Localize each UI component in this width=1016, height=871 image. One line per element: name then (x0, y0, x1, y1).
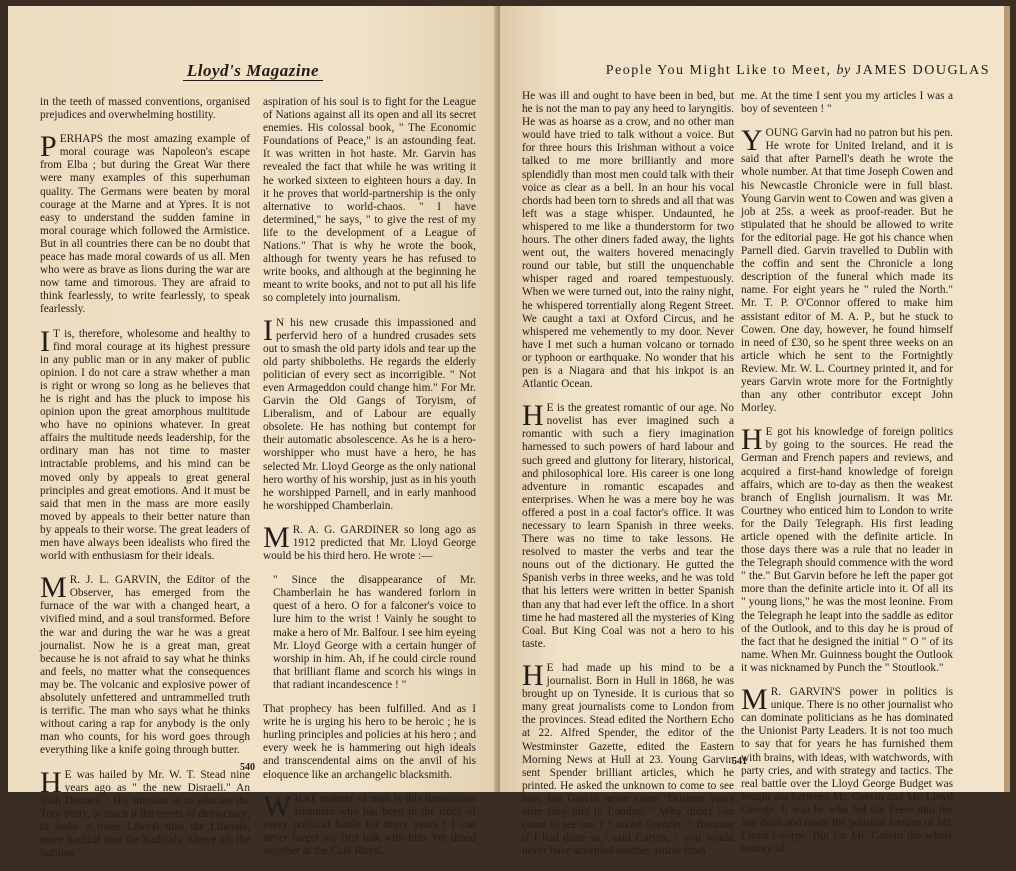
paragraph-text: OUNG Garvin had no patron but his pen. He wrote for United Ireland, and it is said that after Parnell's death he wrote the whole number. At that time Joseph Cowen and his Newcastle Chronicle were in full blast. Young Garvin went to Cowen and was given a job at 25s. a week as proof-reader. But he stipulated that he should be allowed to write for the editorial page. He got his chance when Parnell died. Garvin travelled to Dublin with the coffin and sent the Chronicle a long description of the funeral which made its name. For eight years he " ruled the North." Mr. T. P. O'Connor offered to make him assistant editor of M. A. P., but he stuck to Cowen. One day, however, he found himself in need of £30, so he spent three weeks on an article which he sent to the Fortnightly Review. Mr. W. L. Courtney printed it, and for years Garvin wrote more for the Fortnightly than any other contributor except John Morley. (741, 127, 953, 415)
header-by: by (836, 63, 851, 78)
page-number: 541 (732, 756, 747, 767)
paragraph-text: He was ill and ought to have been in bed, but he is not the man to pay any heed to laryngitis. He was as hoarse as a crow, and no other man would have tried to talk without a voice. But for three hours this Irishman without a voice talked to me more brilliantly and more splendidly than most men could talk with their voice as clear as a bell. In an hour his vocal chords had been torn to shreds and all that was left was a stage whisper. Undaunted, he whispered to me like a thunderstorm for two hours. The other diners faded away, the lights went out, the waiters hovered menacingly round our table, but still the unquenchable whisper raged and roared tempestuously. When we were turned out, into the rainy night, he whispered torrentially along Regent Street. We caught a taxi at Oxford Circus, and he whispered me vehemently to my door. Never have I met such a human volcano or tornado or typhoon or earthquake. No wonder that his pen is a Niagara and that his inkpot is an Atlantic Ocean. (522, 90, 734, 391)
paragraph (40, 765, 250, 861)
right-column-1 (522, 90, 734, 869)
drop-cap: H (522, 399, 544, 433)
paragraph-text: That prophecy has been fulfilled. And as I write he is urging his hero to be heroic ; he is hurling principles and policies at his hero ; and every week he is hammering out high ideals and transcendental aims on the anvil of his eloquence like an archangelic blacksmith. (263, 703, 476, 781)
drop-cap: H (522, 658, 544, 692)
paragraph (741, 124, 953, 415)
page-number: 540 (240, 762, 255, 773)
drop-cap: H (741, 423, 763, 457)
paragraph (40, 324, 250, 564)
block-quote (263, 574, 476, 692)
magazine-masthead (8, 61, 498, 81)
header-author: JAMES DOUGLAS (855, 63, 990, 78)
paragraph-text: E is the greatest romantic of our age. No novelist has ever imagined such a romantic with such a fiery imagination harnessed to such powers of hard labour and such greed and gluttony for literary, historical, and philosophical lore. His career is one long adventure in romantic escapades and enterprises. When he was a mere boy he was offered a post in a coal factor's office. It was necessary to learn Spanish in three weeks. There was no time to take lessons. He resolved to master the verbs and tear the nouns out of the dictionary. He gutted the Spanish verbs in three weeks, and he was told that his letters were written in better Spanish than any that had ever left the office. In a short time he had mastered all the mysteries of King Coal. But King Coal was not a hero to his taste. (522, 402, 734, 650)
paragraph-text: E was hailed by Mr. W. T. Stead nine years ago as " the new Disraeli." An Irish Disraeli ! His mission is to educate the Tory Party, to teach it the tenets of democracy, to make it more Liberal than the Liberals, more Radical than the Radicals. Above all, the burning (40, 768, 250, 860)
paragraph (40, 571, 250, 757)
paragraph-text: " Since the disappearance of Mr. Chamberlain he has wandered forlorn in quest of a hero. O for a falconer's voice to lure him to the wrist ! Vainly he sought to make a hero of Mr. Balfour. I see him eyeing Mr. Lloyd George with a certain hunger of worship in him. Ah, if he could circle round that brilliant flame and scorch his wings in that radiant incandescence ! " (273, 574, 476, 691)
paragraph (40, 130, 250, 316)
paragraph (522, 90, 734, 391)
drop-cap: I (40, 324, 50, 358)
paragraph-text: in the teeth of massed conventions, organised prejudices and overwhelming hostility. (40, 96, 250, 122)
paragraph (263, 703, 476, 782)
left-column-2 (263, 96, 476, 869)
drop-cap: M (40, 571, 67, 605)
paragraph (741, 90, 953, 116)
paragraph-text: E had made up his mind to be a journalist. Born in Hull in 1868, he was brought up on Tyneside. It is curious that so many great journalists come to London from the provinces. Stead edited the Northern Echo at 22. Alfred Spender, the editor of the Westminster Gazette, edited the Eastern Morning News at Hull at 23. Young Garvin sent Spender brilliant articles, which he printed. He asked the unknown to come to see him, but Garvin never came. Thirteen years after they met in London. " Why didn't you come to see me ? " asked Spender. " Because if I had done so," said Garvin, " you would never have accepted another article from (522, 661, 734, 858)
drop-cap: I (263, 313, 273, 347)
header-title: People You Might Like to Meet, (605, 63, 832, 78)
paragraph-text: ERHAPS the most amazing example of moral courage was Napoleon's escape from Elba ; but during the Great War there were many examples of this superhuman quality. The Germans were beaten by moral courage at the Marne and at Ypres. It is not easy to understand the sudden famine in moral courage which followed the Armistice. But in all countries there can be no doubt that peace has made moral cowards of us all. Men who were as brave as lions during the war are now tame and timorous. They are afraid to think fearlessly, to write fearlessly, to speak fearlessly. (40, 133, 250, 316)
drop-cap: P (40, 130, 57, 164)
paragraph-text: N his new crusade this impassioned and perfervid hero of a hundred crusades sets out to smash the old party idols and tear up the old party shibboleths. He regards the elderly politician of every sect as incorrigible. " Not even Armageddon could change him." For Mr. Garvin the Old Gangs of Toryism, of Liberalism, and of Labour are equally obsolete. He has nothing but contempt for their automatic absolescence. As he is a hero-worshipper who must have a hero, he has selected Mr. Lloyd George as the only national hero worthy of his worship, just as in his youth he worshipped Parnell, and in early manhood he worshipped Chamberlain. (263, 316, 476, 512)
paragraph-text: E got his knowledge of foreign politics by going to the sources. He read the German and French papers and reviews, and acquired a first-hand knowledge of foreign affairs, which are to-day as then the weakest branch of English journalism. It was Mr. Courtney who enticed him to London to write for the Daily Telegraph. His first leading article opened with the definite article. In those days there was a rule that no leader in the Telegraph should commence with the word " the." But Garvin before he left the paper got more than the definite article into it. Of all its " young lions," he was the most leonine. From the Telegraph he leapt into the saddle as editor of the Outlook, and to this day he is proud of the fact that he designed the initial " O " of its name. When Mr. Guinness bought the Outlook it was nicknamed by Punch the " Stoutlook." (741, 426, 953, 674)
drop-cap: M (263, 520, 290, 554)
paragraph-text: R. J. L. GARVIN, the Editor of the Observer, has emerged from the furnace of the war with a changed heart, a vivified mind, and a soul transformed. Before the war and during the war he was a great journalist. Now he is a great man, great because he is not afraid to say what he thinks and feels, no matter what the consequences may be. The volcanic and explosive power of absolutely unfettered and untrammelled truth is terrific. The man who says what he thinks without caring a rap for anybody is the only man who counts, for his word goes through everything like a knife going through butter. (40, 574, 250, 757)
paragraph (263, 96, 476, 306)
paragraph (263, 520, 476, 563)
drop-cap: W (263, 789, 292, 823)
left-column-1 (40, 96, 250, 871)
paragraph (522, 658, 734, 858)
paragraph (741, 423, 953, 675)
paragraph-text: R. A. G. GARDINER so long ago as 1912 predicted that Mr. Lloyd George would be his third hero. He wrote :— (263, 523, 476, 563)
paragraph (522, 399, 734, 651)
paragraph (263, 789, 476, 858)
paragraph-text: aspiration of his soul is to fight for the League of Nations against all its open and all its secret enemies. His colossal book, " The Economic Foundations of Peace," is an astounding feat. It was written in hot haste. Mr. Garvin has revealed the fact that while he was writing it he worked sixteen to eighteen hours a day. In it he proves that world-partnership is the only alternative to world-chaos. " I have determined," he says, " to give the rest of my life to the development of a League of Nations." That is why he wrote the book, although for twenty years he has refused to write books, and although at the beginning he meant to write books, and not to put all his life so completely into journalism. (263, 96, 476, 305)
paragraph-text: R. GARVIN'S power in politics is unique. There is no other journalist who can dominate politicians as he has dominated the Unionist Party Leaders. It is not too much to say that for years he has furnished them with brains, with ideas, with watchwords, with party cries, and with strategy and tactics. The real battle over the Lloyd George Budget was fought out between Mr. Garvin and Mr. Lloyd George. It was he who led the Peers into the last ditch and made the political fortune of Mr. Lloyd George. But for Mr. Garvin the whole history of (741, 686, 953, 856)
right-column-2 (741, 90, 953, 867)
paragraph-text: me. At the time I sent you my articles I was a boy of seventeen ! " (741, 90, 953, 116)
drop-cap: H (40, 765, 62, 799)
left-page (8, 6, 498, 860)
drop-cap: M (741, 683, 768, 717)
right-page (500, 6, 1008, 858)
drop-cap: Y (741, 124, 763, 158)
masthead-title: Lloyd's Magazine (183, 61, 323, 81)
paragraph (263, 313, 476, 513)
paragraph-text: HAT manner of man is this tumultuous Irishman who has been in the thick of every political battle for thirty years ! I can never forget my first talk with him. We dined together at the Café Royal. (263, 792, 476, 857)
running-header (500, 63, 990, 79)
paragraph (40, 96, 250, 122)
paragraph (741, 683, 953, 856)
page-edge (1004, 6, 1010, 792)
paragraph-text: T is, therefore, wholesome and healthy to find moral courage at its highest pressure in any public man or in any maker of public opinion. I do not care a straw whether a man is right or wrong so long as he believes that he is right and has the pluck to impose his opinion upon the great amorphous multitude who have no opinions whatever. In great affairs the multitude needs leadership, for the ordinary man has not time to master intractable problems, and his mind can be moved only by appeals to great general principles and great emotions. And it must be said that men in the mass are more easily moved by appeals to their better nature than by appeals to their worse. The great leaders of men have always been idealists who fired the world with enthusiasm for their ideals. (40, 327, 250, 563)
